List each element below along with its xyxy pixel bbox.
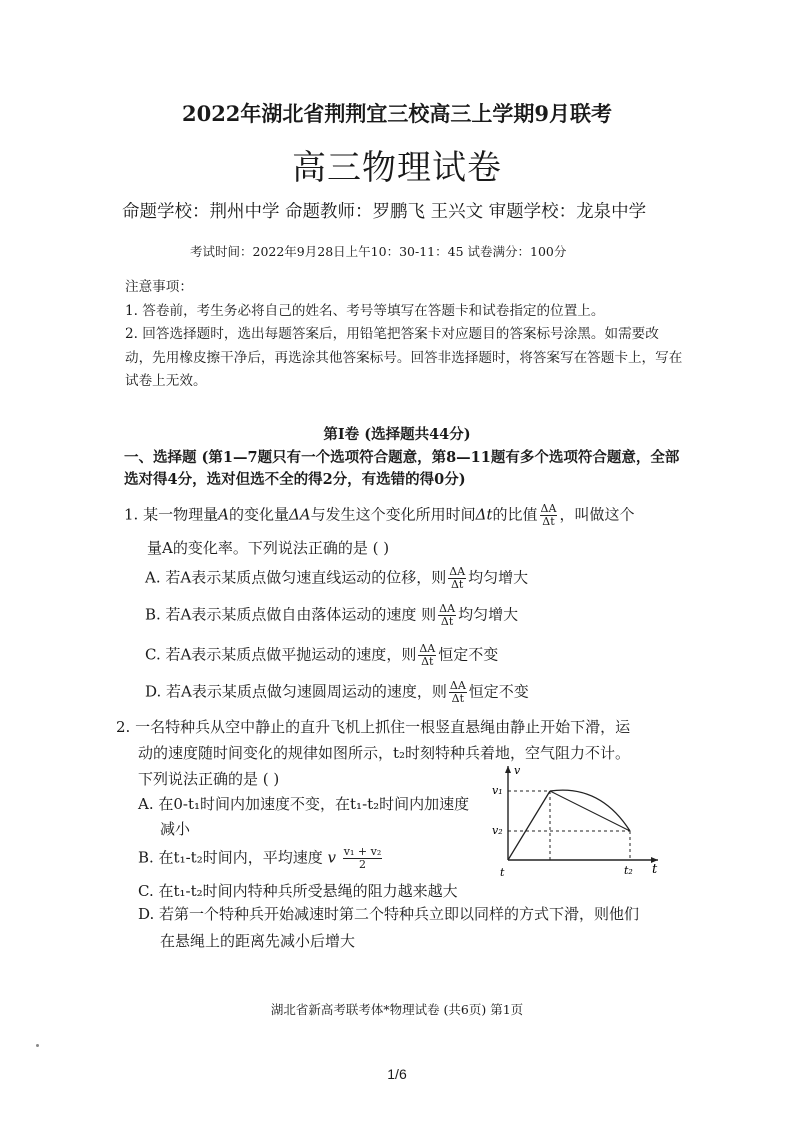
q1-option-d: D. 若A表示某质点做匀速圆周运动的速度，则 $\frac{\Delta A}{\Delta t}$ 恒定不变	[145, 679, 529, 705]
chord-line	[550, 791, 630, 831]
page-footer: 湖北省新高考联考体*物理试卷 (共6页) 第1页	[270, 1002, 524, 1017]
t2-label: t₂	[624, 864, 633, 877]
exam-title: 2022年湖北省荆荆宜三校高三上学期9月联考	[181, 101, 613, 126]
q2-option-b: B. 在t₁-t₂时间内，平均速度 v $\frac{\text{v₁ + v₂}}{2}$	[138, 845, 382, 871]
fraction: $\frac{\text{v₁ + v₂}}{2}$	[343, 845, 382, 871]
fraction: $\frac{\Delta A}{\Delta t}$	[439, 602, 456, 628]
q2-stem-line1: 2. 一名特种兵从空中静止的直升飞机上抓住一根竖直悬绳由静止开始下滑，运	[116, 718, 631, 736]
fraction: $\frac{\Delta A}{\Delta t}$	[449, 679, 466, 705]
q2-option-d-cont: 在悬绳上的距离先减小后增大	[160, 932, 356, 950]
note-item: 1. 答卷前，考生务必将自己的姓名、考号等填写在答题卡和试卷指定的位置上。	[125, 302, 605, 319]
q2-option-a-cont: 减小	[160, 820, 191, 838]
authors-line: 命题学校：荆州中学 命题教师：罗鹏飞 王兴文 审题学校：龙泉中学	[122, 202, 647, 222]
section-description: 一、选择题 (第1—7题只有一个选项符合题意，第8—11题有多个选项符合题意，全部选对得4分，选对但选不全的得2分，有选错的得0分)	[124, 449, 680, 488]
accel-segment	[508, 791, 550, 860]
fraction: $\frac{\Delta A}{\Delta t}$	[540, 502, 557, 528]
q2-option-d: D. 若第一个特种兵开始减速时第二个特种兵立即以同样的方式下滑，则他们	[138, 905, 640, 923]
q1-stem: 1. 某一物理量A的变化量ΔA与发生这个变化所用时间Δt的比值 $\frac{\Delta A}{\Delta t}$ ，叫做这个	[124, 502, 635, 528]
origin-label: t	[500, 866, 505, 879]
exam-info: 考试时间：2022年9月28日上午10：30-11：45 试卷满分：100分	[190, 244, 567, 259]
notes-heading: 注意事项：	[125, 279, 193, 295]
scan-speck	[36, 1044, 39, 1047]
q2-option-a: A. 在0-t₁时间内加速度不变，在t₁-t₂时间内加速度	[138, 795, 470, 813]
y-axis-label: v	[514, 764, 521, 777]
note-item: 2. 回答选择题时，选出每题答案后，用铅笔把答案卡对应题目的答案标号涂黑。如需要改动，先用橡皮擦干净后，再选涂其他答案标号。回答非选择题时，将答案写在答题卡上，写在试卷上无效。	[125, 326, 683, 389]
q1-number: 1.	[124, 505, 139, 524]
q1-option-a: A. 若A表示某质点做匀速直线运动的位移，则 $\frac{\Delta A}{\Delta t}$ 均匀增大	[145, 565, 529, 591]
q1-option-c: C. 若A表示某质点做平抛运动的速度，则 $\frac{\Delta A}{\Delta t}$ 恒定不变	[145, 642, 499, 668]
q2-number: 2.	[116, 718, 131, 736]
section-title: 第I卷 (选择题共44分)	[323, 426, 471, 443]
q1-option-b: B. 若A表示某质点做自由落体运动的速度 则 $\frac{\Delta A}{\Delta t}$ 均匀增大	[145, 602, 519, 628]
q2-option-c: C. 在t₁-t₂时间内特种兵所受悬绳的阻力越来越大	[138, 882, 458, 900]
fraction: $\frac{\Delta A}{\Delta t}$	[449, 565, 466, 591]
fraction: $\frac{\Delta A}{\Delta t}$	[419, 642, 436, 668]
q2-stem-line2: 动的速度随时间变化的规律如图所示，t₂时刻特种兵着地，空气阻力不计。	[138, 744, 631, 762]
notes-block	[125, 276, 685, 394]
x-axis-label: t	[652, 862, 658, 877]
y-axis-arrow	[505, 766, 511, 773]
v-t-graph	[490, 760, 670, 880]
v1-label: v₁	[492, 784, 503, 797]
q2-stem-line3: 下列说法正确的是 ( )	[138, 770, 280, 788]
v2-label: v₂	[492, 824, 503, 837]
q1-stem-line2: 量A的变化率。下列说法正确的是 ( )	[147, 539, 390, 557]
page-number: 1/6	[387, 1066, 407, 1082]
exam-subtitle: 高三物理试卷	[292, 148, 502, 188]
